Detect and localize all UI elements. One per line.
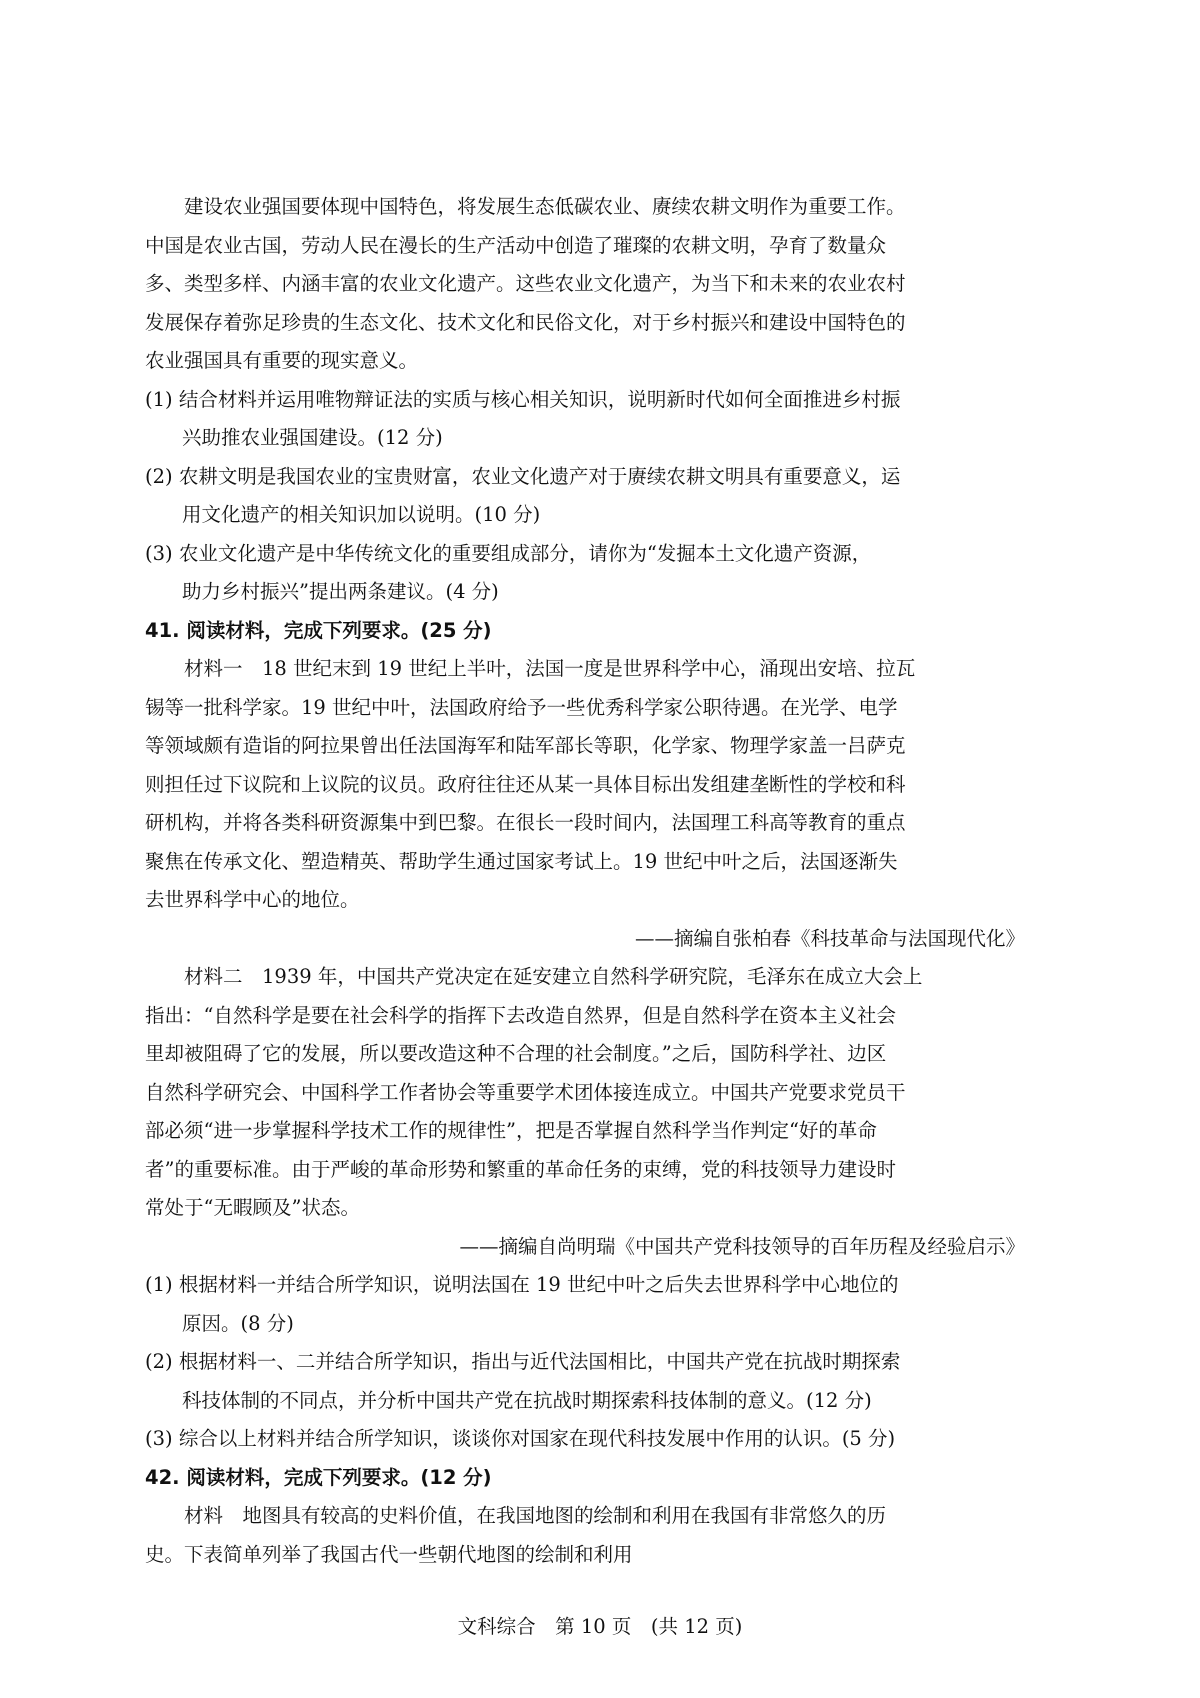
question-41-1-line: (1) 根据材料一并结合所学知识，说明法国在 19 世纪中叶之后失去世界科学中心地位的 — [145, 1273, 899, 1296]
question-1-line: (1) 结合材料并运用唯物辩证法的实质与核心相关知识，说明新时代如何全面推进乡村振 — [145, 387, 901, 411]
material-1-line: 材料一 18 世纪末到 19 世纪上半叶，法国一度是世界科学中心，涌现出安培、拉瓦 — [184, 657, 916, 680]
material-2-line: 部必须“进一步掌握科学技术工作的规律性”，把是否掌握自然科学当作判定“好的革命 — [145, 1119, 877, 1142]
page-body — [145, 188, 1025, 1574]
paragraph-line: 农业强国具有重要的现实意义。 — [145, 349, 419, 372]
question-42-heading: 42. 阅读材料，完成下列要求。(12 分) — [145, 1465, 492, 1489]
question-41-3-line: (3) 综合以上材料并结合所学知识，谈谈你对国家在现代科技发展中作用的认识。(5 分) — [145, 1427, 896, 1450]
material-1-line: 锡等一批科学家。19 世纪中叶，法国政府给予一些优秀科学家公职待遇。在光学、电学 — [145, 695, 898, 719]
paragraph-line: 建设农业强国要体现中国特色，将发展生态低碳农业、赓续农耕文明作为重要工作。 — [184, 195, 906, 218]
page-footer: 文科综合 第 10 页 (共 12 页) — [457, 1615, 743, 1638]
question-3-line: 助力乡村振兴”提出两条建议。(4 分) — [182, 580, 499, 603]
material-2-line: 里却被阻碍了它的发展，所以要改造这种不合理的社会制度。”之后，国防科学社、边区 — [145, 1042, 887, 1065]
question-3-line: (3) 农业文化遗产是中华传统文化的重要组成部分，请你为“发掘本土文化遗产资源， — [145, 541, 872, 565]
question-41-heading: 41. 阅读材料，完成下列要求。(25 分) — [145, 618, 492, 642]
material-2-line: 指出：“自然科学是要在社会科学的指挥下去改造自然界，但是自然科学在资本主义社会 — [145, 1003, 896, 1027]
material-1-line: 聚焦在传承文化、塑造精英、帮助学生通过国家考试上。19 世纪中叶之后，法国逐渐失 — [145, 849, 898, 873]
material-2-line: 自然科学研究会、中国科学工作者协会等重要学术团体接连成立。中国共产党要求党员干 — [145, 1080, 906, 1104]
paragraph-line: 发展保存着弥足珍贵的生态文化、技术文化和民俗文化，对于乡村振兴和建设中国特色的 — [145, 310, 906, 334]
material-1-line: 则担任过下议院和上议院的议员。政府往往还从某一具体目标出发组建垄断性的学校和科 — [145, 772, 906, 796]
question-41-1-line: 原因。(8 分) — [182, 1311, 294, 1335]
question-2-line: (2) 农耕文明是我国农业的宝贵财富，农业文化遗产对于赓续农耕文明具有重要意义，运 — [145, 464, 901, 488]
question-41-2-line: 科技体制的不同点，并分析中国共产党在抗战时期探索科技体制的意义。(12 分) — [182, 1388, 872, 1412]
paragraph-line: 多、类型多样、内涵丰富的农业文化遗产。这些农业文化遗产，为当下和未来的农业农村 — [145, 272, 906, 295]
material-1-line: 等领域颇有造诣的阿拉果曾出任法国海军和陆军部长等职，化学家、物理学家盖一吕萨克 — [145, 734, 906, 757]
material-2-line: 材料二 1939 年，中国共产党决定在延安建立自然科学研究院，毛泽东在成立大会上 — [184, 965, 923, 988]
paragraph-line: 中国是农业古国，劳动人民在漫长的生产活动中创造了璀璨的农耕文明，孕育了数量众 — [145, 233, 887, 257]
material-42-line: 材料 地图具有较高的史料价值，在我国地图的绘制和利用在我国有非常悠久的历 — [184, 1504, 887, 1527]
material-1-line: 研机构，并将各类科研资源集中到巴黎。在很长一段时间内，法国理工科高等教育的重点 — [145, 811, 906, 834]
question-41-2-line: (2) 根据材料一、二并结合所学知识，指出与近代法国相比，中国共产党在抗战时期探索 — [145, 1350, 901, 1373]
material-1-line: 去世界科学中心的地位。 — [145, 888, 360, 911]
material-2-line: 常处于“无暇顾及”状态。 — [145, 1196, 360, 1219]
material-2-source: ——摘编自尚明瑞《中国共产党科技领导的百年历程及经验启示》 — [459, 1234, 1025, 1258]
material-2-line: 者”的重要标准。由于严峻的革命形势和繁重的革命任务的束缚，党的科技领导力建设时 — [145, 1157, 896, 1181]
question-1-line: 兴助推农业强国建设。(12 分) — [182, 426, 443, 449]
question-2-line: 用文化遗产的相关知识加以说明。(10 分) — [182, 503, 541, 526]
material-1-source: ——摘编自张柏春《科技革命与法国现代化》 — [634, 926, 1025, 950]
material-42-line: 史。下表简单列举了我国古代一些朝代地图的绘制和利用 — [145, 1542, 633, 1566]
